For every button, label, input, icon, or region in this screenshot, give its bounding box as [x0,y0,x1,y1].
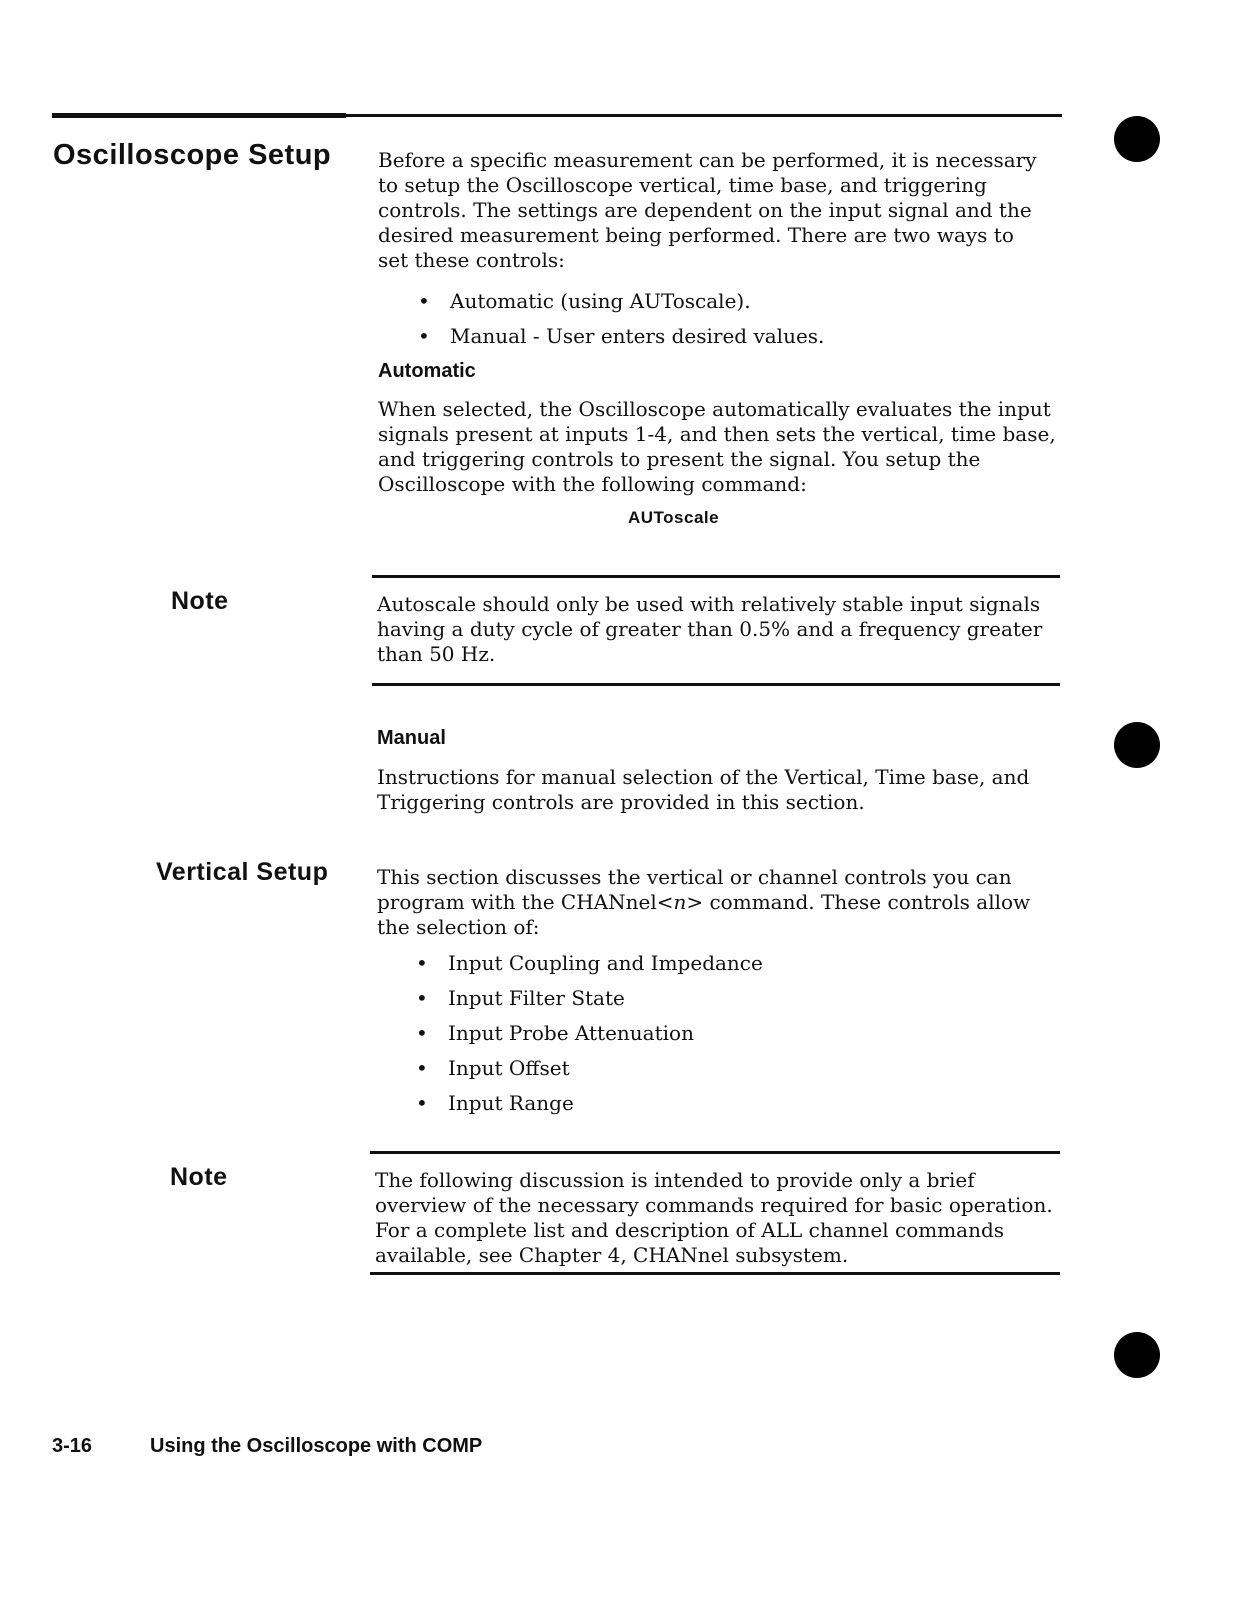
binder-hole-top [1114,116,1160,162]
top-rule-thin [346,114,1062,117]
method-list [378,289,1050,359]
note2-rule-bottom [370,1272,1060,1275]
list-item: • Manual - User enters desired values. [378,324,1050,349]
vertical-control-list [376,951,1048,1126]
note1-text: Autoscale should only be used with relatively stable input signals having a duty cycle of greater than 0.5% and a frequency greater than 50 Hz. [377,592,1043,666]
list-item: • Input Probe Attenuation [376,1021,1048,1046]
autoscale-command: AUToscale [628,508,720,527]
section-intro: Before a specific measurement can be performed, it is necessary to setup the Oscilloscope vertical, time base, and triggering controls. The settings are dependent on the input signal and the desired measurement being performed. There are two ways to set these controls: [378,148,1037,272]
vertical-setup-text [377,865,1061,940]
chapter-title: Using the Oscilloscope with COMP [150,1435,483,1457]
list-item: • Automatic (using AUToscale). [378,289,1050,314]
vertical-text-before: This section discusses the vertical or channel controls you can program with the CHANnel [377,865,1012,914]
page-number: 3-16 [52,1435,93,1457]
list-item: • Input Range [376,1091,1048,1116]
binder-hole-bottom [1114,1332,1160,1378]
manual-text: Instructions for manual selection of the Vertical, Time base, and Triggering controls are provided in this section. [377,765,1030,814]
automatic-heading: Automatic [378,360,476,382]
automatic-text: When selected, the Oscilloscope automatically evaluates the input signals present at inputs 1-4, and then sets the vertical, time base, and triggering controls to present the signal. You setup the Oscilloscope with the following command: [378,397,1056,496]
note2-text: The following discussion is intended to provide only a brief overview of the necessary commands required for basic operation. For a complete list and description of ALL channel commands available, see Chapter 4, CHANnel subsystem. [375,1168,1053,1267]
note1-rule-top [372,575,1060,578]
list-item: • Input Filter State [376,986,1048,1011]
vertical-text-arg: <n> [656,890,704,914]
vertical-setup-title: Vertical Setup [156,858,329,886]
note2-label: Note [170,1163,228,1191]
list-item: • Input Offset [376,1056,1048,1081]
vertical-text-after: command. These controls allow the selection of: [377,890,1031,939]
section-title: Oscilloscope Setup [53,139,332,171]
note1-label: Note [171,587,229,615]
top-rule-heavy [52,113,346,118]
list-item: • Input Coupling and Impedance [376,951,1048,976]
binder-hole-middle [1114,722,1160,768]
note2-rule-top [370,1151,1060,1154]
note1-rule-bottom [372,683,1060,686]
manual-heading: Manual [377,727,446,749]
